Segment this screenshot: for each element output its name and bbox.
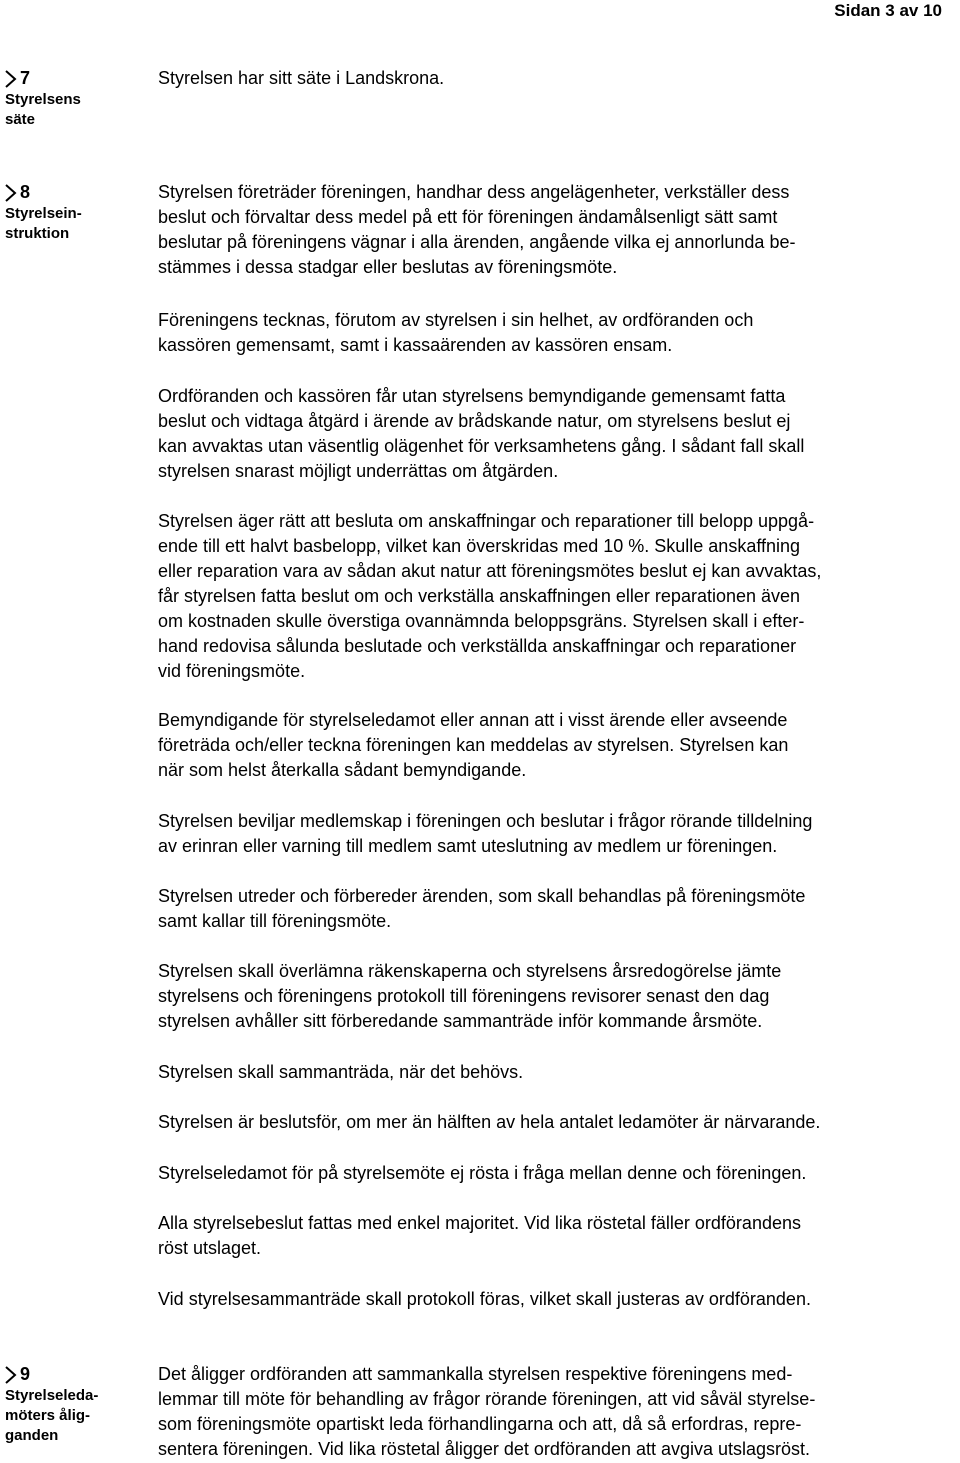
paragraph: Styrelsen äger rätt att besluta om anskaffningar och reparationer till belopp uppgå- ende till ett halvt basbelopp, vilket kan överskridas med 10 %. Skulle anskaffning eller reparation vara av sådan akut natur att föreningsmötes beslut ej kan avvaktas, får styrelsen fatta beslut om och verkställa anskaffningen eller reparationen även om kostnaden skulle överstiga ovannämnda beloppsgräns. Styrelsen skall i efter- hand redovisa sålunda beslutade och verkställda anskaffningar och reparationer vid föreningsmöte. bbox=[158, 511, 822, 681]
section-number: 7 bbox=[20, 68, 31, 88]
paragraph: Det åligger ordföranden att sammankalla styrelsen respektive föreningens med- lemmar till möte för behandling av frågor rörande föreningen, att vid såväl styrelse- som föreningsmöte opartiskt leda förhandlingarna och att, då så erfordras, repre- sentera föreningen. Vid lika röstetal åligger det ordföranden att avgiva utslagsröst. bbox=[158, 1364, 816, 1459]
paragraph: Ordföranden och kassören får utan styrelsens bemyndigande gemensamt fatta beslut och vidtaga åtgärd i ärende av brådskande natur, om styrelsens beslut ej kan avvaktas utan väsentlig olägenhet för verksamhetens gång. I sådant fall skall styrelsen snarast möjligt underrättas om åtgärden. bbox=[158, 386, 805, 481]
section-title: Styrelsein- struktion bbox=[5, 205, 82, 242]
page-number: Sidan 3 av 10 bbox=[834, 1, 942, 20]
paragraph: Föreningens tecknas, förutom av styrelsen i sin helhet, av ordföranden och kassören gemensamt, samt i kassaärenden av kassören ensam. bbox=[158, 310, 754, 355]
paragraph: Styrelsen har sitt säte i Landskrona. bbox=[158, 68, 445, 88]
section-body bbox=[158, 1362, 958, 1462]
section-arrow-icon bbox=[4, 68, 18, 90]
section-sidebar bbox=[4, 66, 154, 130]
section-number: 9 bbox=[20, 1364, 31, 1384]
section-sidebar bbox=[4, 1362, 154, 1446]
section-body bbox=[158, 66, 958, 91]
section-arrow-icon bbox=[4, 1364, 18, 1386]
paragraph: Styrelsen företräder föreningen, handhar dess angelägenheter, verkställer dess beslut och förvaltar dess medel på ett för föreningen ändamålsenligt sätt samt beslutar på föreningens vägnar i alla ärenden, angående vilka ej annorlunda be- stämmes i dessa stadgar eller beslutas av föreningsmöte. bbox=[158, 182, 796, 277]
paragraph: Styrelsen beviljar medlemskap i föreningen och beslutar i frågor rörande tilldelning av erinran eller varning till medlem samt uteslutning av medlem ur föreningen. bbox=[158, 811, 813, 856]
section-sidebar bbox=[4, 180, 154, 244]
paragraph: Styrelsen utreder och förbereder ärenden, som skall behandlas på föreningsmöte samt kallar till föreningsmöte. bbox=[158, 886, 806, 931]
paragraph: Bemyndigande för styrelseledamot eller annan att i visst ärende eller avseende företräda och/eller teckna föreningen kan meddelas av styrelsen. Styrelsen kan när som helst återkalla sådant bemyndigande. bbox=[158, 710, 789, 780]
section-number: 8 bbox=[20, 182, 31, 202]
paragraph: Styrelsen skall överlämna räkenskaperna och styrelsens årsredogörelse jämte styrelsens och föreningens protokoll till föreningens revisorer senast den dag styrelsen avhåller sitt förberedande sammanträde inför kommande årsmöte. bbox=[158, 961, 782, 1031]
paragraph: Styrelsen är beslutsför, om mer än hälften av hela antalet ledamöter är närvarande. bbox=[158, 1112, 821, 1132]
section-arrow-icon bbox=[4, 182, 18, 204]
paragraph: Alla styrelsebeslut fattas med enkel majoritet. Vid lika röstetal fäller ordförandens röst utslaget. bbox=[158, 1213, 801, 1258]
paragraph: Styrelsen skall sammanträda, när det behövs. bbox=[158, 1062, 524, 1082]
section-title: Styrelseleda- möters ålig- ganden bbox=[5, 1387, 99, 1444]
section-title: Styrelsens säte bbox=[5, 91, 81, 128]
paragraph: Styrelseledamot för på styrelsemöte ej rösta i fråga mellan denne och föreningen. bbox=[158, 1163, 807, 1183]
paragraph: Vid styrelsesammanträde skall protokoll föras, vilket skall justeras av ordföranden. bbox=[158, 1289, 811, 1309]
